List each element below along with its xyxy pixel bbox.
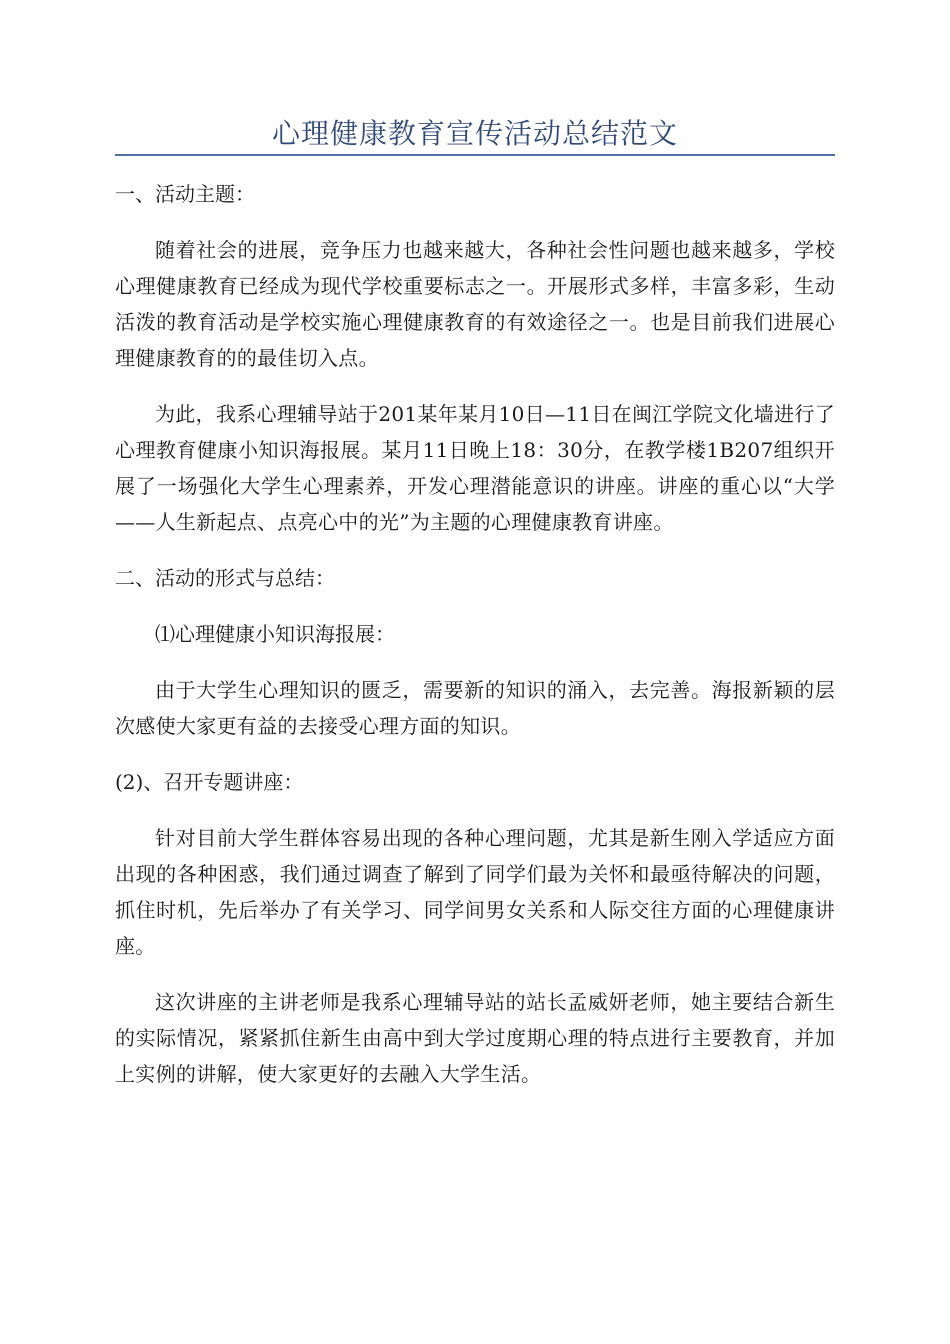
subheading-poster-exhibition: ⑴心理健康小知识海报展：: [155, 622, 395, 646]
paragraph-event-details: 为此，我系心理辅导站于201某年某月10日—11日在闽江学院文化墙进行了心理教育健康小知识海报展。某月11日晚上18：30分，在教学楼1B207组织开展了一场强化大学生心理素养，开发心理潜能意识的讲座。讲座的重心以“大学——人生新起点、点亮心中的光”为主题的心理健康教育讲座。: [115, 402, 835, 534]
paragraph-poster-exhibition: 由于大学生心理知识的匮乏，需要新的知识的涌入，去完善。海报新颖的层次感使大家更有益的去接受心理方面的知识。: [115, 678, 835, 738]
paragraph-lecture-speaker: 这次讲座的主讲老师是我系心理辅导站的站长孟威妍老师，她主要结合新生的实际情况，紧紧抓住新生由高中到大学过度期心理的特点进行主要教育，并加上实例的讲解，使大家更好的去融入大学生活。: [115, 990, 835, 1086]
document-title: 心理健康教育宣传活动总结范文: [271, 117, 678, 150]
section-heading-format-summary: 二、活动的形式与总结：: [115, 566, 335, 590]
subheading-lecture: (2)、召开专题讲座：: [115, 770, 304, 794]
section-heading-theme: 一、活动主题：: [115, 182, 255, 206]
title-underline: [115, 154, 835, 156]
paragraph-lecture-topics: 针对目前大学生群体容易出现的各种心理问题，尤其是新生刚入学适应方面出现的各种困惑，我们通过调查了解到了同学们最为关怀和最亟待解决的问题，抓住时机，先后举办了有关学习、同学间男女关系和人际交往方面的心理健康讲座。: [115, 826, 835, 958]
document-body: [115, 176, 835, 1112]
paragraph-background: 随着社会的进展，竞争压力也越来越大，各种社会性问题也越来越多，学校心理健康教育已经成为现代学校重要标志之一。开展形式多样，丰富多彩，生动活泼的教育活动是学校实施心理健康教育的有效途径之一。也是目前我们进展心理健康教育的的最佳切入点。: [115, 238, 835, 370]
